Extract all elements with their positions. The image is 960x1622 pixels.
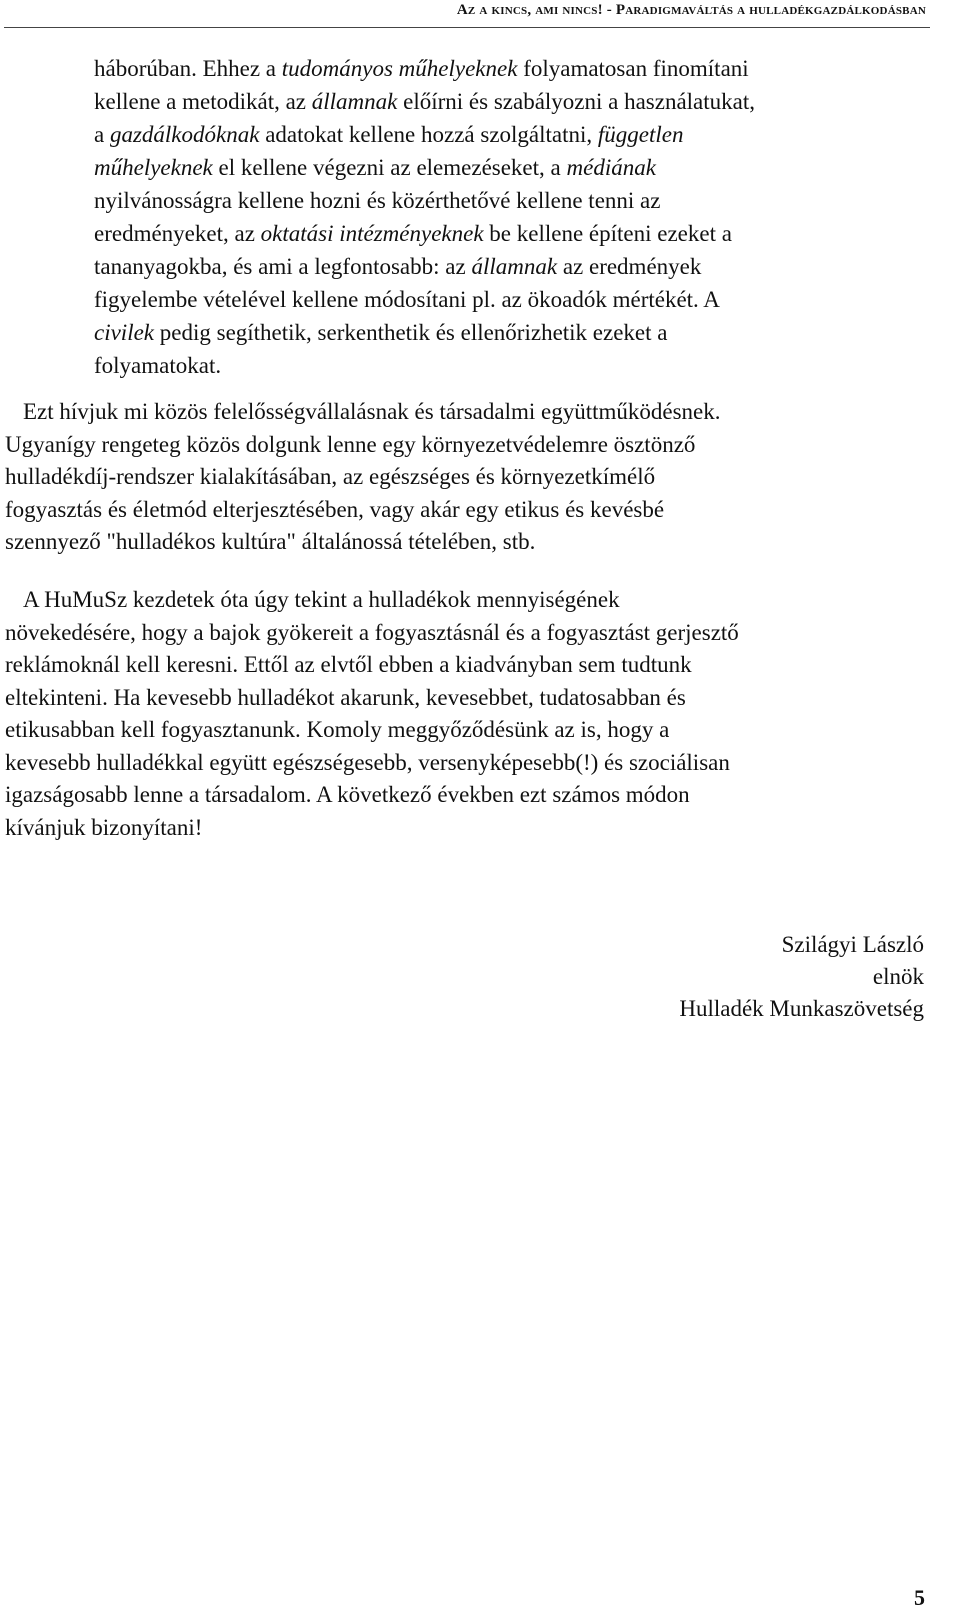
paragraph-3-line: növekedésére, hogy a bajok gyökereit a fogyasztásnál és a fogyasztást gerjesztő (5, 619, 739, 645)
text-run: adatokat kellene hozzá szolgáltatni, (259, 122, 598, 147)
text-run: kellene a metodikát, az (94, 89, 312, 114)
paragraph-2-line: szennyező "hulladékos kultúra" általánossá tételében, stb. (5, 529, 536, 554)
italic-run: gazdálkodóknak (109, 122, 260, 147)
paragraph-1-line (94, 52, 854, 85)
text-run: be kellene építeni ezeket a (483, 221, 732, 246)
paragraph-3-line: reklámoknál kell keresni. Ettől az elvtől ebben a kiadványban sem tudtunk (5, 652, 692, 677)
paragraph-1-line (94, 250, 854, 283)
paragraph-2-line: Ugyanígy rengeteg közös dolgunk lenne egy környezetvédelemre ösztönző (5, 431, 696, 457)
text-run: eredményeket, az (94, 221, 261, 246)
italic-run: műhelyeknek (94, 155, 213, 180)
text-run: tananyagokba, és ami a legfontosabb: az (94, 254, 472, 279)
paragraph-1-line (94, 349, 854, 382)
page-number: 5 (914, 1585, 925, 1610)
text-run: pedig segíthetik, serkenthetik és ellenőrizhetik ezeket a (154, 320, 668, 345)
paragraph-1-line (94, 85, 854, 118)
text-run: folyamatosan finomítani (517, 56, 749, 81)
text-run: a (94, 122, 110, 147)
signature-organization: Hulladék Munkaszövetség (679, 996, 924, 1021)
italic-run: médiának (566, 155, 656, 180)
text-run: nyilvánosságra kellene hozni és közérthetővé kellene tenni az (94, 188, 661, 213)
italic-run: államnak (311, 89, 398, 114)
italic-run: független (597, 122, 684, 147)
paragraph-3-line: A HuMuSz kezdetek óta úgy tekint a hulladékok mennyiségének (23, 587, 620, 612)
paragraph-1-line (94, 118, 854, 151)
paragraph-1-line (94, 283, 854, 316)
text-run: az eredmények (557, 254, 702, 279)
paragraph-1-line (94, 151, 854, 184)
paragraph-3-line: kevesebb hulladékkal együtt egészségesebb, versenyképesebb(!) és szociálisan (5, 749, 730, 775)
paragraph-1-line (94, 217, 854, 250)
paragraph-3-line: etikusabban kell fogyasztanunk. Komoly meggyőződésünk az is, hogy a (5, 717, 670, 742)
paragraph-3-line: eltekinteni. Ha kevesebb hulladékot akarunk, kevesebbet, tudatosabban és (5, 684, 686, 710)
paragraph-3-line: igazságosabb lenne a társadalom. A következő években ezt számos módon (5, 782, 690, 807)
text-run: háborúban. Ehhez a (94, 56, 282, 81)
italic-run: tudományos műhelyeknek (281, 56, 518, 81)
paragraph-1 (94, 52, 854, 382)
paragraph-2 (5, 396, 925, 559)
text-run: előírni és szabályozni a használatukat, (397, 89, 756, 114)
running-header: Az a kincs, ami nincs! - Paradigmaváltás a hulladékgazdálkodásban (456, 2, 926, 18)
paragraph-3-line: kívánjuk bizonyítani! (5, 814, 203, 840)
paragraph-2-line: Ezt hívjuk mi közös felelősségvállalásnak és társadalmi együttműködésnek. (23, 399, 721, 424)
text-run: folyamatokat. (94, 353, 222, 378)
paragraph-1-line (94, 184, 854, 217)
text-run: el kellene végezni az elemezéseket, a (212, 155, 567, 180)
paragraph-3 (5, 584, 925, 844)
italic-run: civilek (94, 320, 155, 345)
paragraph-2-line: fogyasztás és életmód elterjesztésében, vagy akár egy etikus és kevésbé (5, 496, 665, 522)
text-run: figyelembe vételével kellene módosítani pl. az ökoadók mértékét. A (94, 287, 720, 312)
paragraph-2-line: hulladékdíj-rendszer kialakításában, az egészséges és környezetkímélő (5, 464, 656, 489)
italic-run: oktatási intézményeknek (260, 221, 484, 246)
header-rule (4, 27, 930, 28)
signature-name: Szilágyi László (781, 932, 924, 957)
signature-role: elnök (872, 964, 924, 989)
italic-run: államnak (471, 254, 558, 279)
paragraph-1-line (94, 316, 854, 349)
signature-block (679, 929, 924, 1025)
